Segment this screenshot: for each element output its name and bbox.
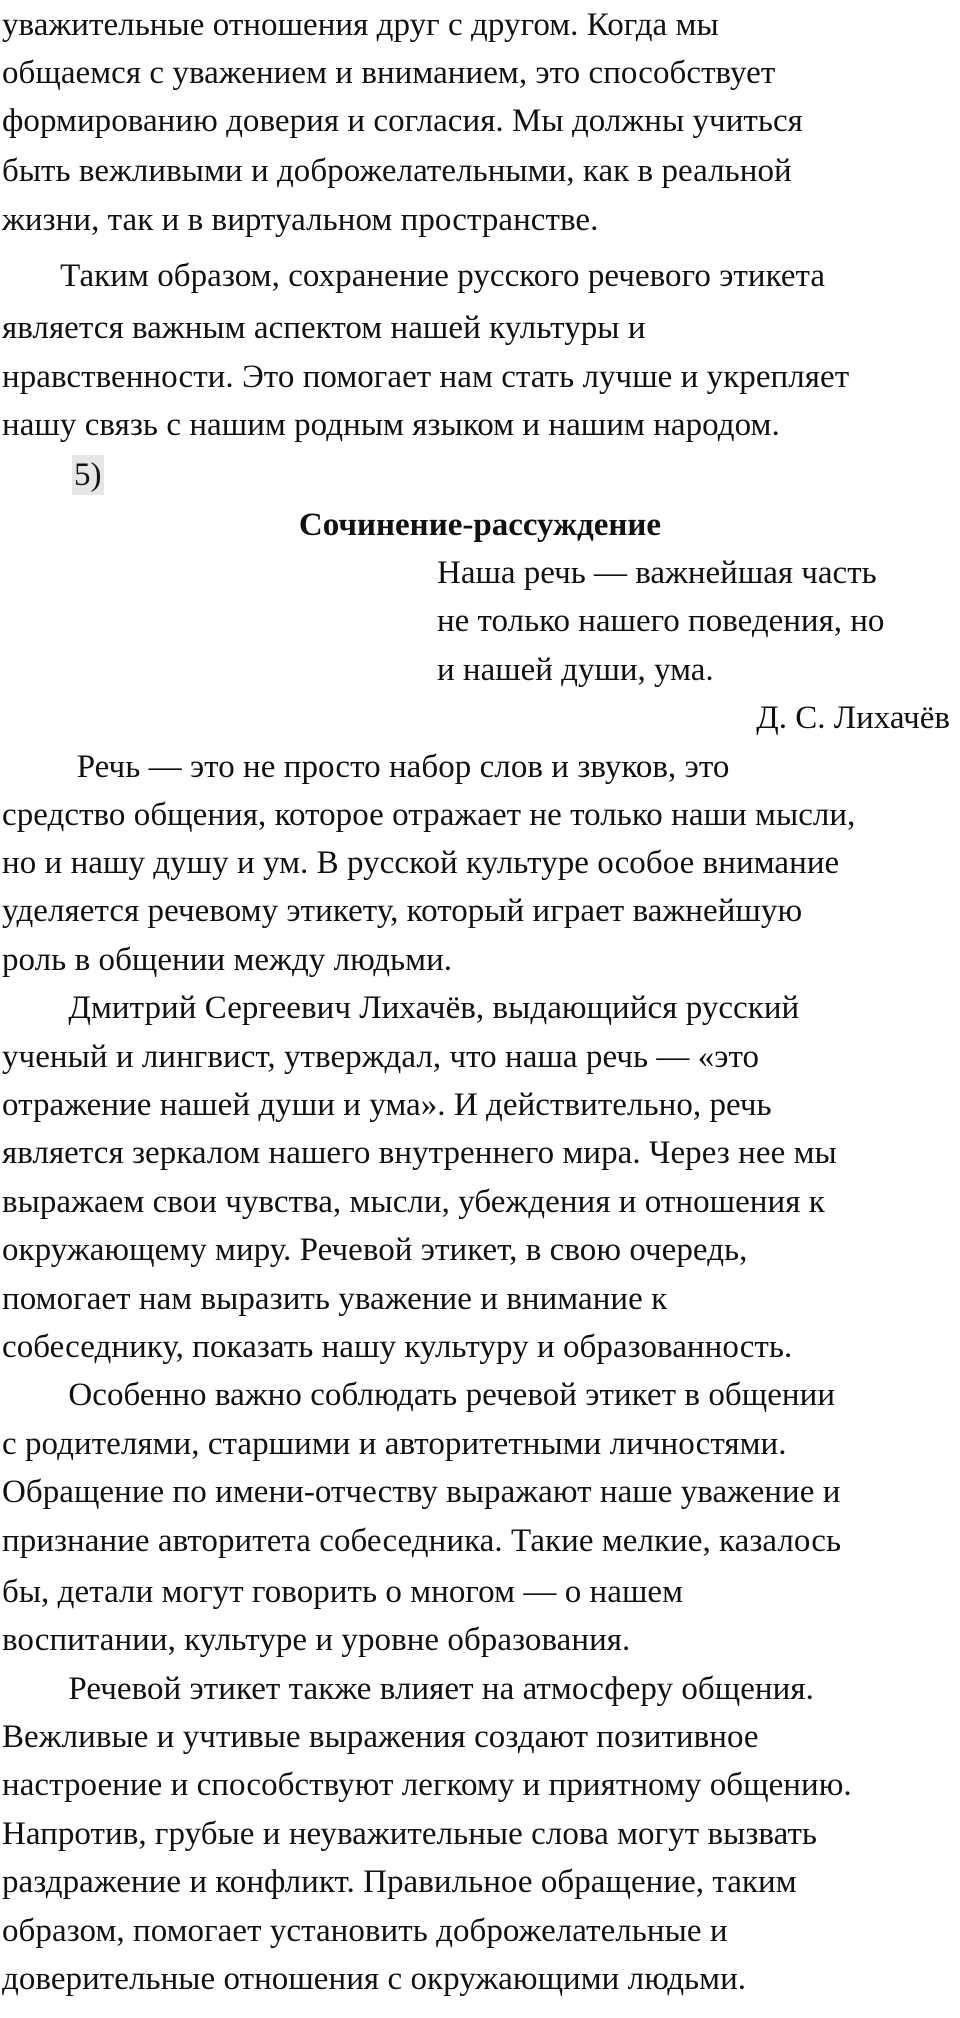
essay-line: уделяется речевому этикету, который играет важнейшую xyxy=(2,893,803,929)
intro-line: быть вежливыми и доброжелательными, как в реальной xyxy=(2,153,792,189)
section-number: 5) xyxy=(74,457,102,493)
essay-line: раздражение и конфликт. Правильное обращение, таким xyxy=(2,1864,797,1900)
essay-line: Речевой этикет также влияет на атмосферу общения. xyxy=(2,1671,814,1707)
essay-line: средство общения, которое отражает не только наши мысли, xyxy=(2,797,856,833)
essay-line: собеседнику, показать нашу культуру и образованность. xyxy=(2,1329,793,1365)
epigraph-line: и нашей души, ума. xyxy=(437,652,714,688)
essay-line: с родителями, старшими и авторитетными личностями. xyxy=(2,1426,787,1462)
essay-line: настроение и способствуют легкому и приятному общению. xyxy=(2,1767,852,1803)
essay-title: Сочинение-рассуждение xyxy=(298,507,662,543)
essay-line: окружающему миру. Речевой этикет, в свою очередь, xyxy=(2,1232,748,1268)
essay-line: но и нашу душу и ум. В русской культуре особое внимание xyxy=(2,845,840,881)
essay-line: Дмитрий Сергеевич Лихачёв, выдающийся русский xyxy=(2,990,800,1026)
essay-line: выражаем свои чувства, мысли, убеждения и отношения к xyxy=(2,1184,825,1220)
essay-line: Напротив, грубые и неуважительные слова могут вызвать xyxy=(2,1816,818,1852)
essay-line: признание авторитета собеседника. Такие мелкие, казалось xyxy=(2,1523,842,1559)
epigraph-line: Наша речь — важнейшая часть xyxy=(437,555,877,591)
intro-line: нашу связь с нашим родным языком и нашим народом. xyxy=(2,407,780,443)
essay-line: помогает нам выразить уважение и внимание к xyxy=(2,1281,668,1317)
intro-line: нравственности. Это помогает нам стать лучше и укрепляет xyxy=(2,359,850,395)
essay-line: воспитании, культуре и уровне образования. xyxy=(2,1622,631,1658)
essay-line: бы, детали могут говорить о многом — о нашем xyxy=(2,1574,684,1610)
intro-line: Таким образом, сохранение русского речевого этикета xyxy=(2,258,826,294)
essay-line: образом, помогает установить доброжелательные и xyxy=(2,1913,728,1949)
essay-line: является зеркалом нашего внутреннего мира. Через нее мы xyxy=(2,1135,837,1171)
essay-line: отражение нашей души и ума». И действительно, речь xyxy=(2,1087,772,1123)
intro-line: жизни, так и в виртуальном пространстве. xyxy=(2,202,599,238)
intro-line: формированию доверия и согласия. Мы должны учиться xyxy=(2,103,803,139)
essay-line: Особенно важно соблюдать речевой этикет в общении xyxy=(2,1377,836,1413)
intro-line: общаемся с уважением и вниманием, это способствует xyxy=(2,55,776,91)
essay-line: Вежливые и учтивые выражения создают позитивное xyxy=(2,1719,759,1755)
intro-line: является важным аспектом нашей культуры и xyxy=(2,310,646,346)
essay-line: ученый и лингвист, утверждал, что наша речь — «это xyxy=(2,1039,760,1075)
intro-line: уважительные отношения друг с другом. Когда мы xyxy=(2,7,719,43)
epigraph-line: не только нашего поведения, но xyxy=(437,603,885,639)
essay-line: роль в общении между людьми. xyxy=(2,942,453,978)
essay-line: Обращение по имени-отчеству выражают наше уважение и xyxy=(2,1474,841,1510)
essay-line: Речь — это не просто набор слов и звуков, это xyxy=(2,749,730,785)
epigraph-author: Д. С. Лихачёв xyxy=(756,700,950,736)
essay-line: доверительные отношения с окружающими людьми. xyxy=(2,1961,747,1997)
